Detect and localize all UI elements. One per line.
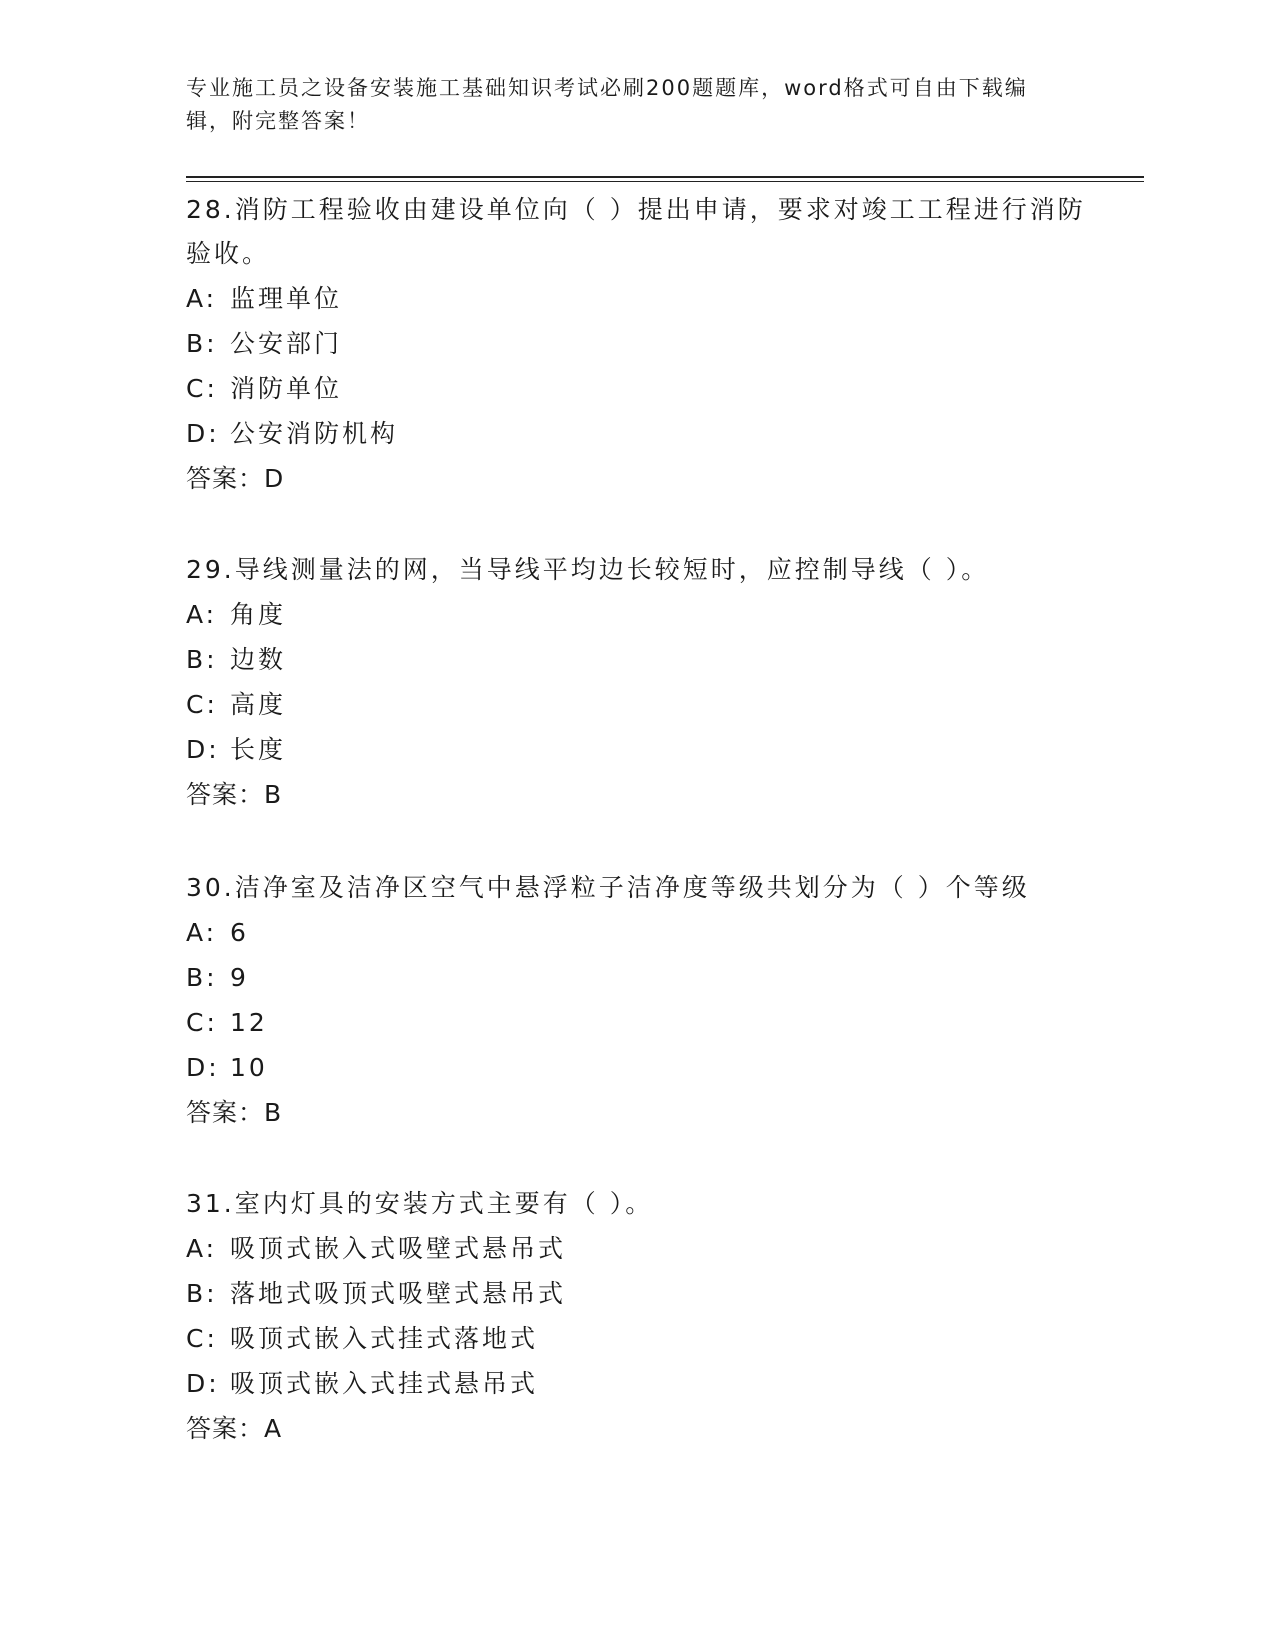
- question-30: [186, 866, 1086, 1135]
- option-key: C:: [186, 374, 218, 403]
- option-text: 长度: [230, 735, 287, 764]
- option-text: 12: [230, 1008, 268, 1037]
- option-key: B:: [186, 645, 218, 674]
- option-a: [186, 592, 1086, 637]
- answer: 答案：B: [186, 1098, 283, 1127]
- header-divider-thin: [186, 181, 1144, 182]
- option-key: C:: [186, 690, 218, 719]
- option-c: [186, 682, 1086, 727]
- question-stem: 31.室内灯具的安装方式主要有（ ）。: [186, 1189, 654, 1218]
- option-key: B:: [186, 1279, 218, 1308]
- option-text: 10: [230, 1053, 268, 1082]
- option-text: 吸顶式嵌入式挂式落地式: [230, 1324, 539, 1353]
- option-key: B:: [186, 329, 218, 358]
- option-text: 9: [230, 963, 249, 992]
- option-key: C:: [186, 1324, 218, 1353]
- option-d: [186, 727, 1086, 772]
- option-key: A:: [186, 918, 218, 947]
- option-text: 6: [230, 918, 249, 947]
- answer: 答案：B: [186, 780, 283, 809]
- option-text: 监理单位: [230, 284, 343, 313]
- option-c: [186, 366, 1086, 411]
- option-c: [186, 1316, 1086, 1361]
- option-text: 公安部门: [230, 329, 343, 358]
- option-b: [186, 637, 1086, 682]
- option-text: 公安消防机构: [230, 419, 399, 448]
- option-a: [186, 276, 1086, 321]
- option-key: B:: [186, 963, 218, 992]
- option-key: D:: [186, 419, 220, 448]
- option-text: 吸顶式嵌入式吸壁式悬吊式: [230, 1234, 567, 1263]
- option-d: [186, 1045, 1086, 1090]
- option-text: 高度: [230, 690, 287, 719]
- header-divider-thick: [186, 176, 1144, 178]
- option-text: 吸顶式嵌入式挂式悬吊式: [230, 1369, 539, 1398]
- option-key: D:: [186, 1369, 220, 1398]
- option-a: [186, 1226, 1086, 1271]
- question-29: [186, 548, 1086, 817]
- option-d: [186, 411, 1086, 456]
- document-header: 专业施工员之设备安装施工基础知识考试必刷200题题库，word格式可自由下载编辑，附完整答案！: [186, 76, 1028, 133]
- option-b: [186, 321, 1086, 366]
- option-key: A:: [186, 600, 218, 629]
- option-b: [186, 1271, 1086, 1316]
- question-stem: 30.洁净室及洁净区空气中悬浮粒子洁净度等级共划分为（ ）个等级: [186, 873, 1030, 902]
- option-key: A:: [186, 1234, 218, 1263]
- answer: 答案：A: [186, 1414, 283, 1443]
- answer: 答案：D: [186, 464, 285, 493]
- option-b: [186, 955, 1086, 1000]
- option-d: [186, 1361, 1086, 1406]
- option-key: C:: [186, 1008, 218, 1037]
- option-c: [186, 1000, 1086, 1045]
- option-key: D:: [186, 1053, 220, 1082]
- question-stem: 28.消防工程验收由建设单位向（ ）提出申请，要求对竣工工程进行消防验收。: [186, 195, 1086, 268]
- option-key: D:: [186, 735, 220, 764]
- question-31: [186, 1182, 1086, 1451]
- option-text: 角度: [230, 600, 287, 629]
- question-28: [186, 188, 1086, 501]
- option-text: 边数: [230, 645, 287, 674]
- question-stem: 29.导线测量法的网，当导线平均边长较短时，应控制导线（ ）。: [186, 555, 990, 584]
- option-a: [186, 910, 1086, 955]
- option-text: 消防单位: [230, 374, 343, 403]
- option-text: 落地式吸顶式吸壁式悬吊式: [230, 1279, 567, 1308]
- option-key: A:: [186, 284, 218, 313]
